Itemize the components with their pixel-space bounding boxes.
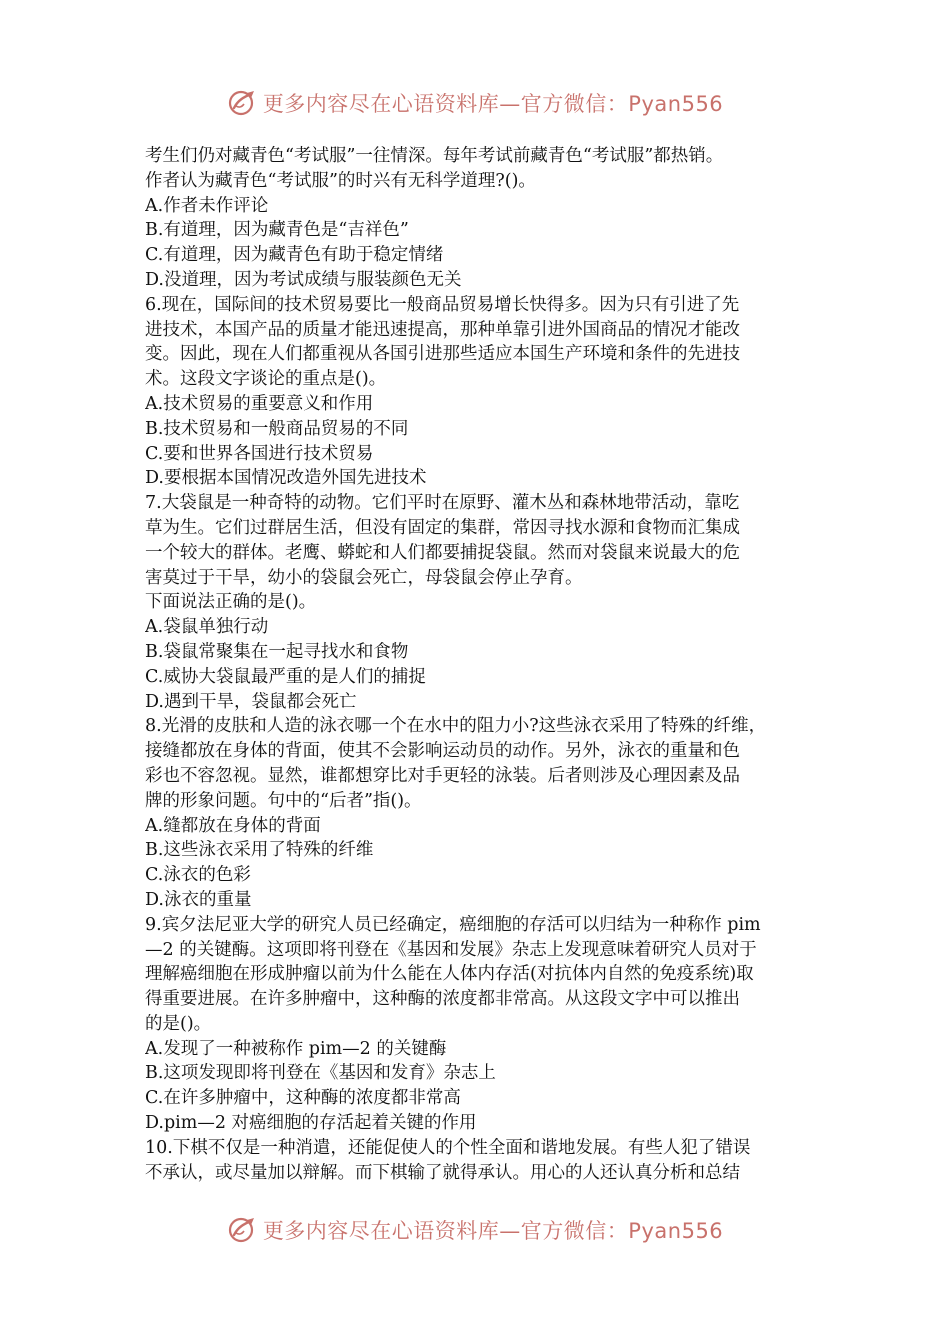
- text-line: 考生们仍对藏青色“考试服”一往情深。每年考试前藏青色“考试服”都热销。: [145, 146, 724, 166]
- text-line: B.有道理，因为藏青色是“吉祥色”: [145, 220, 409, 241]
- pen-swirl-logo-icon: [227, 1215, 257, 1245]
- text-line: A.缝都放在身体的背面: [145, 815, 321, 836]
- text-line: A.发现了一种被称作 pim—2 的关键酶: [145, 1038, 447, 1059]
- footer-watermark: [0, 1210, 950, 1250]
- text-line: C.泳衣的色彩: [145, 865, 251, 886]
- text-line: D.遇到干旱，袋鼠都会死亡: [145, 691, 357, 712]
- watermark-text: 更多内容尽在心语资料库—官方微信：Pyan556: [262, 1219, 724, 1243]
- text-line: B.技术贸易和一般商品贸易的不同: [145, 418, 409, 439]
- text-line: D.没道理，因为考试成绩与服装颜色无关: [145, 269, 462, 290]
- text-line: A.袋鼠单独行动: [145, 617, 269, 638]
- text-line: 草为生。它们过群居生活，但没有固定的集群，常因寻找水源和食物而汇集成: [145, 517, 740, 538]
- text-line: D.泳衣的重量: [145, 889, 252, 910]
- text-line: 术。这段文字谈论的重点是()。: [145, 369, 387, 390]
- text-line: C.在许多肿瘤中，这种酶的浓度都非常高: [145, 1088, 461, 1109]
- text-line: D.pim—2 对癌细胞的存活起着关键的作用: [145, 1113, 477, 1134]
- header-watermark: [0, 83, 950, 123]
- text-line: A.作者未作评论: [145, 195, 269, 216]
- text-line: D.要根据本国情况改造外国先进技术: [145, 468, 427, 489]
- text-line: 得重要进展。在许多肿瘤中，这种酶的浓度都非常高。从这段文字中可以推出: [145, 989, 740, 1010]
- text-line: 9.宾夕法尼亚大学的研究人员已经确定，癌细胞的存活可以归结为一种称作 pim: [145, 914, 761, 935]
- text-line: 下面说法正确的是()。: [145, 592, 317, 613]
- text-line: A.技术贸易的重要意义和作用: [145, 393, 374, 414]
- text-line: —2 的关键酶。这项即将刊登在《基因和发展》杂志上发现意味着研究人员对于: [145, 939, 757, 960]
- text-line: B.这项发现即将刊登在《基因和发育》杂志上: [145, 1063, 496, 1084]
- text-line: 作者认为藏青色“考试服”的时兴有无科学道理?()。: [145, 170, 536, 191]
- text-line: 接缝都放在身体的背面，使其不会影响运动员的动作。另外，泳衣的重量和色: [145, 741, 740, 762]
- text-line: 变。因此，现在人们都重视从各国引进那些适应本国生产环境和条件的先进技: [145, 344, 740, 365]
- document-body: [145, 144, 810, 1185]
- text-line: 牌的形象问题。句中的“后者”指()。: [145, 790, 422, 811]
- text-line: 进技术，本国产品的质量才能迅速提高，那种单靠引进外国商品的情况才能改: [145, 319, 740, 340]
- text-line: 不承认，或尽量加以辩解。而下棋输了就得承认。用心的人还认真分析和总结: [145, 1162, 740, 1183]
- text-line: 一个较大的群体。老鹰、蟒蛇和人们都要捕捉袋鼠。然而对袋鼠来说最大的危: [145, 542, 740, 563]
- text-line: 彩也不容忽视。显然，谁都想穿比对手更轻的泳装。后者则涉及心理因素及品: [145, 765, 740, 786]
- text-line: 理解癌细胞在形成肿瘤以前为什么能在人体内存活(对抗体内自然的免疫系统)取: [145, 964, 754, 985]
- text-line: C.有道理，因为藏青色有助于稳定情绪: [145, 245, 444, 266]
- text-line: C.要和世界各国进行技术贸易: [145, 443, 374, 464]
- text-line: 7.大袋鼠是一种奇特的动物。它们平时在原野、灌木丛和森林地带活动，靠吃: [145, 493, 740, 514]
- pen-swirl-logo-icon: [227, 88, 257, 118]
- text-line: B.袋鼠常聚集在一起寻找水和食物: [145, 641, 409, 662]
- text-line: 害莫过于干旱，幼小的袋鼠会死亡，母袋鼠会停止孕育。: [145, 567, 583, 588]
- text-line: B.这些泳衣采用了特殊的纤维: [145, 840, 374, 861]
- text-line: 8.光滑的皮肤和人造的泳衣哪一个在水中的阻力小?这些泳衣采用了特殊的纤维，: [145, 716, 767, 737]
- text-line: C.威协大袋鼠最严重的是人们的捕捉: [145, 666, 426, 687]
- text-line: 10.下棋不仅是一种消遣，还能促使人的个性全面和谐地发展。有些人犯了错误: [145, 1137, 751, 1158]
- text-line: 的是()。: [145, 1013, 212, 1034]
- watermark-text: 更多内容尽在心语资料库—官方微信：Pyan556: [262, 92, 724, 116]
- text-line: 6.现在，国际间的技术贸易要比一般商品贸易增长快得多。因为只有引进了先: [145, 294, 740, 315]
